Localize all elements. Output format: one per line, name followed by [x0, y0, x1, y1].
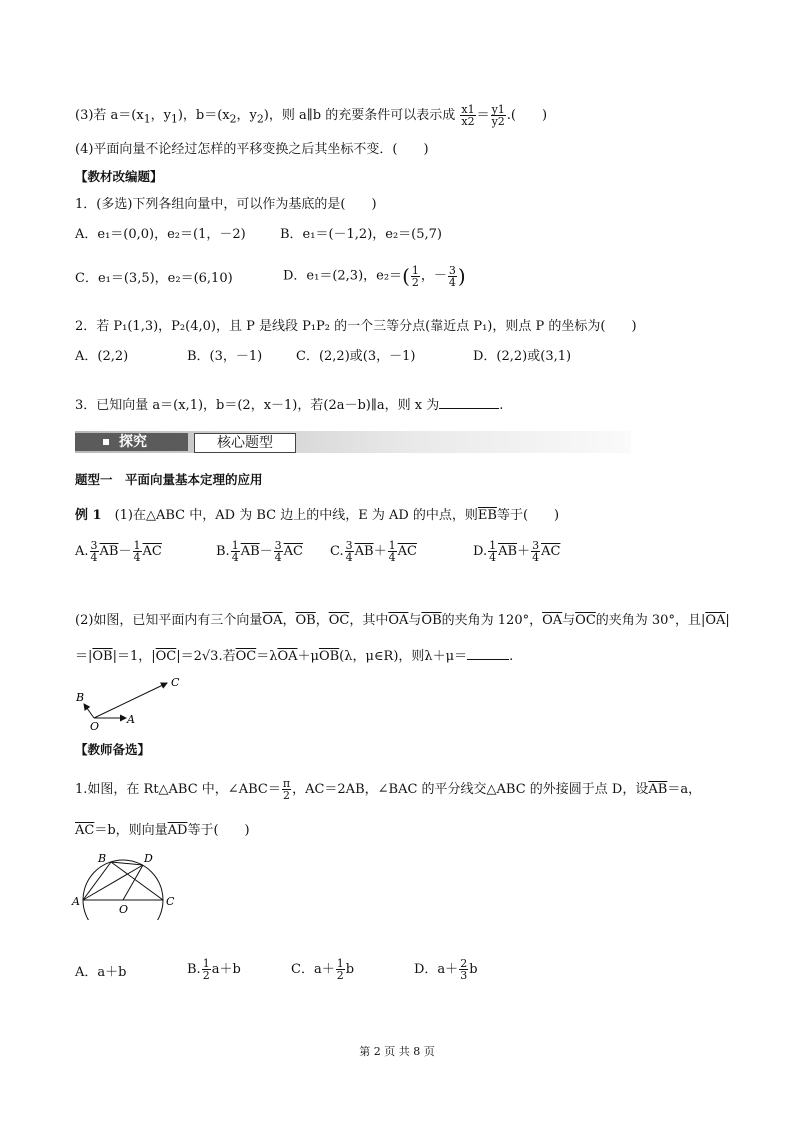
- tb2-option-a: A．(2,2): [75, 349, 129, 364]
- tb2-option-d: D．(2,2)或(3,1): [473, 349, 572, 364]
- label-c: C: [166, 895, 175, 908]
- ex1-option-d: D. $\frac{1}{4}$ $\overline{AB}+$ $\frac{3}{4}$ $\overline{AC}$: [473, 539, 561, 564]
- segment-bc: [111, 862, 163, 900]
- section-banner: [75, 431, 631, 453]
- tb1-stem: 1．(多选)下列各组向量中，可以作为基底的是( ): [75, 197, 377, 212]
- vector-ob: [84, 704, 94, 718]
- tb2-stem: 2．若 P₁(1,3)，P₂(4,0)，且 P 是线段 P₁P₂ 的一个三等分点(靠近点 P₁)，则点 P 的坐标为( ): [75, 319, 637, 334]
- fraction-x1-x2: $\frac{x1}{x2}$: [461, 103, 475, 128]
- ex2-line1: (2)如图，已知平面内有三个向量$\overline{OA}$，$\overline{OB}$，$\overline{OC}$，其中$\overline{OA}$与$\overline{OB}$的夹角为 120°，$\overline{OA}$与$\overline{OC}$的夹角为 30°，且$|\overline{OA}|$: [75, 613, 730, 628]
- tb3-stem: 3．已知向量 a＝(x,1)，b＝(2，x－1)，若(2a－b)∥a，则 x 为 .: [75, 398, 504, 413]
- label-a: A: [72, 895, 80, 908]
- ex2-line2: $=|\overline{OB}|=1$，$|\overline{OC}|=2√3$.若$\overline{OC}=\lambda\overline{OA}+\mu\overline{OB}(\lambda$，μ∈R)，则λ＋μ＝ .: [75, 649, 514, 664]
- fraction-3-4: $\frac{3}{4}$: [448, 263, 456, 289]
- fraction-1-2: $\frac{1}{2}$: [411, 263, 419, 289]
- banner-tab: 核心题型: [194, 433, 296, 453]
- circle-figure: [70, 850, 185, 920]
- tb1-option-a: A．e₁＝(0,0)，e₂＝(1，－2): [75, 227, 246, 242]
- question-3: (3)若 $a=(x_1$，$y_1$)，$b=(x_2$，$y_2$)，则 a∥b 的充要条件可以表示成 $\frac{x1}{x2}$ ＝ $\frac{y1}{y2}$ .( ): [75, 103, 548, 128]
- square-bullet-icon: [103, 439, 109, 445]
- label-a: A: [127, 713, 135, 726]
- tb1-option-c: C．e₁＝(3,5)，e₂＝(6,10): [75, 271, 233, 286]
- fraction-pi-2: $\frac{\pi}{2}$: [282, 777, 291, 802]
- tq1-line2: $\overline{AC}=b$，则向量$\overline{AD}$等于( ): [75, 823, 250, 838]
- tq1-line1: 1.如图，在 Rt△ABC 中，∠ABC＝ $\frac{\pi}{2}$ ，AC＝2AB，∠BAC 的平分线交△ABC 的外接圆于点 D，设$\overline{AB}=a$，: [75, 777, 702, 802]
- label-o: O: [119, 903, 129, 916]
- type1-heading: 题型一 平面向量基本定理的应用: [75, 472, 263, 487]
- tb2-option-c: C．(2,2)或(3，－1): [296, 349, 416, 364]
- q3-text: (3)若 a＝(x: [75, 108, 144, 123]
- segment-ab: [83, 862, 111, 900]
- answer-blank: [439, 408, 499, 409]
- tb2-option-b: B．(3，－1): [187, 349, 263, 364]
- ex1-option-a: A. $\frac{3}{4}$ $\overline{AB}-$ $\frac{1}{4}$ $\overline{AC}$: [75, 539, 162, 564]
- tq1-option-b: B. $\frac{1}{2}$ a＋b: [187, 957, 241, 982]
- label-b: B: [76, 691, 85, 704]
- label-d: D: [144, 852, 153, 865]
- tq1-option-d: D．a＋ $\frac{2}{3}$ b: [414, 957, 478, 982]
- answer-blank: [467, 659, 509, 660]
- tq1-option-c: C．a＋ $\frac{1}{2}$ b: [291, 957, 355, 982]
- tb1-option-d: D．e₁＝(2,3)，e₂＝( $\frac{1}{2}$ ，－ $\frac{3}{4}$ ): [283, 263, 466, 289]
- teacher-heading: 【教师备选】: [75, 742, 151, 757]
- tb1-option-b: B．e₁＝(－1,2)，e₂＝(5,7): [280, 227, 442, 242]
- page-footer: 第 2 页 共 8 页: [359, 1045, 435, 1058]
- label-c: C: [171, 676, 180, 689]
- ex1-option-c: C. $\frac{3}{4}$ $\overline{AB}+$ $\frac{1}{4}$ $\overline{AC}$: [330, 539, 417, 564]
- ex1-stem: 例 1 (1)在△ABC 中，AD 为 BC 边上的中线，E 为 AD 的中点，则$\overline{EB}$等于( ): [75, 508, 560, 523]
- tq1-option-a: A．a＋b: [75, 965, 127, 980]
- vector-figure: [70, 672, 190, 732]
- label-b: B: [98, 852, 107, 865]
- label-o: O: [90, 720, 100, 732]
- segment-ad: [83, 865, 143, 900]
- banner-tag: 探究: [119, 434, 147, 450]
- textbook-heading: 【教材改编题】: [75, 169, 163, 184]
- segment-od: [123, 865, 143, 900]
- fraction-y1-y2: $\frac{y1}{y2}$: [491, 103, 505, 128]
- question-4: (4)平面向量不论经过怎样的平移变换之后其坐标不变．( ): [75, 142, 429, 157]
- ex1-option-b: B. $\frac{1}{4}$ $\overline{AB}-$ $\frac{3}{4}$ $\overline{AC}$: [216, 539, 303, 564]
